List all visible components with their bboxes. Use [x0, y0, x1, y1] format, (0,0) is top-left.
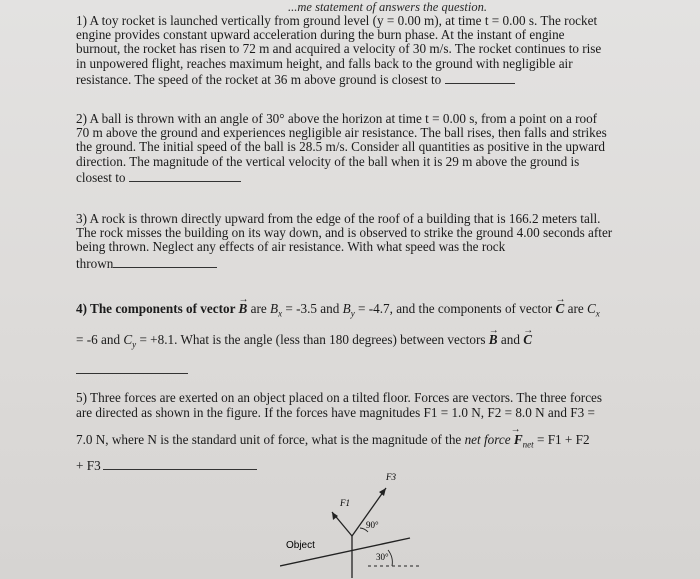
q4-text-d: = -4.7, and the components of vector	[354, 301, 556, 316]
f3-arrowhead	[379, 488, 386, 496]
cy-symbol: C	[123, 331, 133, 347]
header-text: ...me statement of answers the question.	[288, 0, 487, 14]
q1-line-5: resistance. The speed of the rocket at 36 m above ground is closest to	[76, 71, 442, 87]
angle-30-label: 30°	[376, 552, 389, 562]
object-label: Object	[286, 540, 315, 551]
q2-answer-blank[interactable]	[129, 169, 241, 182]
q3-answer-blank[interactable]	[113, 255, 217, 268]
q1-answer-blank[interactable]	[445, 71, 515, 84]
angle-30-arc	[388, 550, 392, 566]
q4-text-f: = -6 and	[76, 331, 124, 347]
q1-line-1: 1) A toy rocket is launched vertically from ground level (y = 0.00 m), at time t = 0.00 s. The rocket	[76, 13, 598, 28]
question-1	[76, 14, 672, 87]
question-5	[76, 390, 672, 473]
forces-figure	[280, 468, 440, 579]
question-3	[76, 212, 672, 271]
question-4	[76, 300, 672, 378]
bx-sub: x	[278, 308, 283, 319]
bx-symbol: B	[270, 301, 279, 316]
q2-line-5: closest to	[76, 169, 126, 185]
q4-text-g: = +8.1. What is the angle (less than 180 degrees) between vectors	[136, 331, 489, 347]
f-net-symbol: → F	[511, 432, 523, 447]
net-force-text: net force	[464, 432, 511, 447]
q4-text-c: = -3.5 and	[282, 301, 343, 316]
q4-text-h: and	[497, 331, 524, 347]
vector-b-2: → B	[489, 332, 498, 347]
q2-line-2: 70 m above the ground and experiences negligible air resistance. The ball rises, then falls and strikes	[76, 125, 607, 141]
q5-line-2: are directed as shown in the figure. If the forces have magnitudes F1 = 1.0 N, F2 = 8.0 N and F3 =	[76, 405, 595, 420]
q2-line-3: the ground. The initial speed of the ball is 28.5 m/s. Consider all quantities as positive in the upward	[76, 139, 606, 155]
f3-label: F3	[386, 472, 396, 482]
q4-answer-blank[interactable]	[76, 361, 188, 374]
q3-line-2: The rock misses the building on its way down, and is observed to strike the ground 4.00 seconds after	[76, 225, 613, 241]
cx-symbol: C	[587, 301, 596, 316]
question-2	[76, 112, 672, 185]
f-net-sub: net	[522, 439, 534, 450]
q1-line-4: in unpowered flight, reaches maximum height, and falls back to the ground with negligible air	[76, 55, 573, 71]
q5-text-e: + F3	[76, 457, 101, 473]
vector-c-2: → C	[523, 332, 532, 347]
q4-text-a: 4) The components of vector	[76, 301, 239, 316]
by-symbol: B	[342, 301, 351, 316]
q5-text-d: = F1 + F2	[533, 432, 590, 447]
q1-line-3: burnout, the rocket has risen to 72 m and acquired a velocity of 30 m/s. The rocket continues to rise	[76, 41, 602, 57]
q5-line-1: 5) Three forces are exerted on an object placed on a tilted floor. Forces are vectors. The three forces	[76, 390, 603, 405]
q2-line-1: 2) A ball is thrown with an angle of 30° above the horizon at time t = 0.00 s, from a point on a roof	[76, 111, 598, 126]
q3-line-4: thrown	[76, 255, 114, 271]
q4-text-b: are	[247, 301, 271, 316]
vector-b: → B	[239, 301, 248, 316]
q4-text-e: are	[564, 301, 587, 316]
q3-line-1: 3) A rock is thrown directly upward from the edge of the roof of a building that is 166.2 meters tall.	[76, 211, 601, 226]
q2-line-4: direction. The magnitude of the vertical velocity of the ball when it is 29 m above the ground is	[76, 153, 580, 169]
f1-label: F1	[340, 498, 350, 508]
q5-text-a: 7.0 N, where N is the standard unit of force, what is the magnitude of the	[76, 432, 465, 447]
vector-c: → C	[556, 301, 565, 316]
angle-90-label: 90°	[366, 520, 379, 530]
q5-answer-blank[interactable]	[103, 457, 257, 470]
cy-sub: y	[132, 339, 137, 350]
cx-sub: x	[595, 308, 600, 319]
by-sub: y	[350, 308, 355, 319]
q3-line-3: being thrown. Neglect any effects of air resistance. With what speed was the rock	[76, 239, 506, 255]
q1-line-2: engine provides constant upward acceleration during the burn phase. At the instant of engine	[76, 27, 565, 43]
